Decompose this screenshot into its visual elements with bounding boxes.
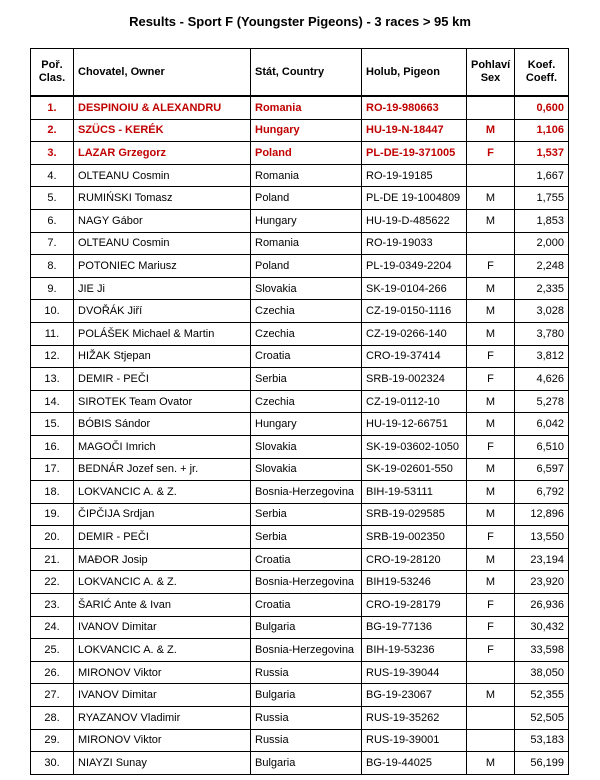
pigeon-cell: BIH19-53246 — [362, 571, 467, 594]
country-cell: Poland — [251, 142, 362, 165]
pigeon-cell: SRB-19-002350 — [362, 526, 467, 549]
pigeon-cell: SRB-19-002324 — [362, 368, 467, 391]
country-cell: Russia — [251, 707, 362, 730]
owner-cell: DEMIR - PEČI — [74, 368, 251, 391]
coef-cell: 13,550 — [515, 526, 569, 549]
rank-cell: 4. — [31, 164, 74, 187]
table-row — [31, 594, 569, 617]
rank-cell: 29. — [31, 729, 74, 752]
rank-cell: 12. — [31, 345, 74, 368]
table-row — [31, 96, 569, 119]
owner-cell: MAGOČI Imrich — [74, 435, 251, 458]
header-sex-line1: Pohlaví — [471, 59, 511, 71]
owner-cell: BÓBIS Sándor — [74, 413, 251, 436]
coef-cell: 1,853 — [515, 209, 569, 232]
rank-cell: 14. — [31, 390, 74, 413]
pigeon-cell: RUS-19-39044 — [362, 661, 467, 684]
coef-cell: 33,598 — [515, 639, 569, 662]
table-header — [31, 49, 569, 97]
rank-cell: 3. — [31, 142, 74, 165]
rank-cell: 28. — [31, 707, 74, 730]
sex-cell: F — [467, 345, 515, 368]
pigeon-cell: BG-19-23067 — [362, 684, 467, 707]
header-sex — [467, 49, 515, 97]
table-row — [31, 684, 569, 707]
sex-cell: M — [467, 413, 515, 436]
owner-cell: LOKVANCIC A. & Z. — [74, 481, 251, 504]
coef-cell: 6,042 — [515, 413, 569, 436]
country-cell: Czechia — [251, 390, 362, 413]
header-country: Stát, Country — [251, 49, 362, 97]
owner-cell: OLTEANU Cosmin — [74, 232, 251, 255]
country-cell: Bulgaria — [251, 684, 362, 707]
coef-cell: 6,510 — [515, 435, 569, 458]
header-coef-line1: Koef. — [527, 59, 556, 71]
country-cell: Romania — [251, 232, 362, 255]
pigeon-cell: CZ-19-0112-10 — [362, 390, 467, 413]
sex-cell: F — [467, 616, 515, 639]
country-cell: Hungary — [251, 119, 362, 142]
owner-cell: LOKVANCIC A. & Z. — [74, 571, 251, 594]
table-row — [31, 661, 569, 684]
coef-cell: 26,936 — [515, 594, 569, 617]
owner-cell: IVANOV Dimitar — [74, 684, 251, 707]
sex-cell: F — [467, 526, 515, 549]
sex-cell: F — [467, 368, 515, 391]
table-row — [31, 413, 569, 436]
country-cell: Serbia — [251, 503, 362, 526]
country-cell: Serbia — [251, 526, 362, 549]
sex-cell: M — [467, 503, 515, 526]
header-coef-line2: Coeff. — [525, 72, 558, 84]
owner-cell: DESPINOIU & ALEXANDRU — [74, 96, 251, 119]
header-pigeon: Holub, Pigeon — [362, 49, 467, 97]
sex-cell: M — [467, 481, 515, 504]
sex-cell — [467, 96, 515, 119]
country-cell: Romania — [251, 96, 362, 119]
pigeon-cell: PL-DE-19-371005 — [362, 142, 467, 165]
table-row — [31, 119, 569, 142]
rank-cell: 17. — [31, 458, 74, 481]
table-row — [31, 616, 569, 639]
table-row — [31, 187, 569, 210]
rank-cell: 10. — [31, 300, 74, 323]
table-row — [31, 458, 569, 481]
coef-cell: 3,812 — [515, 345, 569, 368]
coef-cell: 1,755 — [515, 187, 569, 210]
rank-cell: 2. — [31, 119, 74, 142]
page-title: Results - Sport F (Youngster Pigeons) - 3 races > 95 km — [129, 14, 471, 29]
coef-cell: 52,505 — [515, 707, 569, 730]
table-row — [31, 707, 569, 730]
owner-cell: NIAYZI Sunay — [74, 752, 251, 775]
coef-cell: 3,028 — [515, 300, 569, 323]
coef-cell: 38,050 — [515, 661, 569, 684]
owner-cell: NAGY Gábor — [74, 209, 251, 232]
sex-cell: M — [467, 548, 515, 571]
rank-cell: 5. — [31, 187, 74, 210]
table-row — [31, 390, 569, 413]
pigeon-cell: HU-19-12-66751 — [362, 413, 467, 436]
coef-cell: 3,780 — [515, 322, 569, 345]
coef-cell: 1,667 — [515, 164, 569, 187]
table-row — [31, 142, 569, 165]
rank-cell: 20. — [31, 526, 74, 549]
rank-cell: 25. — [31, 639, 74, 662]
rank-cell: 8. — [31, 255, 74, 278]
coef-cell: 12,896 — [515, 503, 569, 526]
header-coef — [515, 49, 569, 97]
pigeon-cell: SK-19-02601-550 — [362, 458, 467, 481]
country-cell: Romania — [251, 164, 362, 187]
rank-cell: 7. — [31, 232, 74, 255]
results-table — [30, 48, 569, 775]
sex-cell: M — [467, 209, 515, 232]
rank-cell: 9. — [31, 277, 74, 300]
sex-cell: M — [467, 684, 515, 707]
table-body — [31, 96, 569, 774]
table-row — [31, 435, 569, 458]
table-row — [31, 232, 569, 255]
country-cell: Croatia — [251, 345, 362, 368]
sex-cell: M — [467, 458, 515, 481]
pigeon-cell: SRB-19-029585 — [362, 503, 467, 526]
rank-cell: 23. — [31, 594, 74, 617]
sex-cell — [467, 164, 515, 187]
rank-cell: 11. — [31, 322, 74, 345]
country-cell: Poland — [251, 255, 362, 278]
country-cell: Russia — [251, 661, 362, 684]
owner-cell: OLTEANU Cosmin — [74, 164, 251, 187]
owner-cell: JIE Ji — [74, 277, 251, 300]
table-row — [31, 729, 569, 752]
rank-cell: 19. — [31, 503, 74, 526]
pigeon-cell: SK-19-0104-266 — [362, 277, 467, 300]
sex-cell: F — [467, 142, 515, 165]
pigeon-cell: BG-19-44025 — [362, 752, 467, 775]
country-cell: Poland — [251, 187, 362, 210]
rank-cell: 27. — [31, 684, 74, 707]
table-row — [31, 503, 569, 526]
rank-cell: 13. — [31, 368, 74, 391]
header-owner: Chovatel, Owner — [74, 49, 251, 97]
pigeon-cell: RUS-19-39001 — [362, 729, 467, 752]
header-sex-line2: Sex — [480, 72, 501, 84]
country-cell: Slovakia — [251, 458, 362, 481]
rank-cell: 21. — [31, 548, 74, 571]
coef-cell: 1,537 — [515, 142, 569, 165]
pigeon-cell: HU-19-N-18447 — [362, 119, 467, 142]
sex-cell: M — [467, 571, 515, 594]
coef-cell: 4,626 — [515, 368, 569, 391]
country-cell: Russia — [251, 729, 362, 752]
pigeon-cell: CRO-19-28179 — [362, 594, 467, 617]
rank-cell: 16. — [31, 435, 74, 458]
table-row — [31, 300, 569, 323]
table-row — [31, 255, 569, 278]
rank-cell: 15. — [31, 413, 74, 436]
country-cell: Bulgaria — [251, 616, 362, 639]
table-row — [31, 481, 569, 504]
owner-cell: ŠARIĆ Ante & Ivan — [74, 594, 251, 617]
coef-cell: 52,355 — [515, 684, 569, 707]
owner-cell: DVOŘÁK Jiří — [74, 300, 251, 323]
country-cell: Croatia — [251, 548, 362, 571]
owner-cell: IVANOV Dimitar — [74, 616, 251, 639]
sex-cell — [467, 729, 515, 752]
country-cell: Czechia — [251, 322, 362, 345]
coef-cell: 2,335 — [515, 277, 569, 300]
sex-cell — [467, 707, 515, 730]
table-row — [31, 277, 569, 300]
country-cell: Czechia — [251, 300, 362, 323]
table-row — [31, 209, 569, 232]
rank-cell: 26. — [31, 661, 74, 684]
rank-cell: 6. — [31, 209, 74, 232]
owner-cell: POLÁŠEK Michael & Martin — [74, 322, 251, 345]
sex-cell: F — [467, 639, 515, 662]
coef-cell: 2,000 — [515, 232, 569, 255]
table-row — [31, 548, 569, 571]
coef-cell: 2,248 — [515, 255, 569, 278]
country-cell: Hungary — [251, 413, 362, 436]
sex-cell: M — [467, 322, 515, 345]
table-row — [31, 526, 569, 549]
owner-cell: LAZAR Grzegorz — [74, 142, 251, 165]
sex-cell: M — [467, 752, 515, 775]
table-row — [31, 164, 569, 187]
rank-cell: 1. — [31, 96, 74, 119]
owner-cell: SZÜCS - KERÉK — [74, 119, 251, 142]
coef-cell: 53,183 — [515, 729, 569, 752]
rank-cell: 22. — [31, 571, 74, 594]
sex-cell — [467, 232, 515, 255]
owner-cell: MIRONOV Viktor — [74, 729, 251, 752]
coef-cell: 23,194 — [515, 548, 569, 571]
country-cell: Bosnia-Herzegovina — [251, 481, 362, 504]
pigeon-cell: RO-19-19033 — [362, 232, 467, 255]
table-row — [31, 368, 569, 391]
pigeon-cell: BG-19-77136 — [362, 616, 467, 639]
owner-cell: DEMIR - PEČI — [74, 526, 251, 549]
pigeon-cell: PL-19-0349-2204 — [362, 255, 467, 278]
owner-cell: MIRONOV Viktor — [74, 661, 251, 684]
coef-cell: 56,199 — [515, 752, 569, 775]
header-rank — [31, 49, 74, 97]
country-cell: Slovakia — [251, 277, 362, 300]
country-cell: Bosnia-Herzegovina — [251, 639, 362, 662]
owner-cell: POTONIEC Mariusz — [74, 255, 251, 278]
pigeon-cell: BIH-19-53236 — [362, 639, 467, 662]
table-row — [31, 639, 569, 662]
pigeon-cell: CRO-19-37414 — [362, 345, 467, 368]
header-row — [31, 49, 569, 97]
sex-cell — [467, 661, 515, 684]
pigeon-cell: BIH-19-53111 — [362, 481, 467, 504]
sex-cell: M — [467, 119, 515, 142]
rank-cell: 24. — [31, 616, 74, 639]
owner-cell: RYAZANOV Vladimir — [74, 707, 251, 730]
country-cell: Bulgaria — [251, 752, 362, 775]
rank-cell: 30. — [31, 752, 74, 775]
table-row — [31, 571, 569, 594]
owner-cell: LOKVANCIC A. & Z. — [74, 639, 251, 662]
country-cell: Serbia — [251, 368, 362, 391]
sex-cell: M — [467, 277, 515, 300]
coef-cell: 23,920 — [515, 571, 569, 594]
sex-cell: M — [467, 390, 515, 413]
sex-cell: F — [467, 255, 515, 278]
pigeon-cell: HU-19-D-485622 — [362, 209, 467, 232]
table-row — [31, 345, 569, 368]
header-rank-line2: Clas. — [38, 72, 66, 84]
country-cell: Slovakia — [251, 435, 362, 458]
sex-cell: M — [467, 300, 515, 323]
pigeon-cell: SK-19-03602-1050 — [362, 435, 467, 458]
country-cell: Croatia — [251, 594, 362, 617]
pigeon-cell: RO-19-19185 — [362, 164, 467, 187]
owner-cell: RUMIŃSKI Tomasz — [74, 187, 251, 210]
owner-cell: HIŽAK Stjepan — [74, 345, 251, 368]
pigeon-cell: CZ-19-0266-140 — [362, 322, 467, 345]
owner-cell: BEDNÁR Jozef sen. + jr. — [74, 458, 251, 481]
sex-cell: M — [467, 187, 515, 210]
coef-cell: 30,432 — [515, 616, 569, 639]
table-row — [31, 752, 569, 775]
rank-cell: 18. — [31, 481, 74, 504]
country-cell: Bosnia-Herzegovina — [251, 571, 362, 594]
country-cell: Hungary — [251, 209, 362, 232]
header-rank-line1: Poř. — [41, 59, 63, 71]
pigeon-cell: RUS-19-35262 — [362, 707, 467, 730]
sex-cell: F — [467, 435, 515, 458]
coef-cell: 0,600 — [515, 96, 569, 119]
owner-cell: MAĐOR Josip — [74, 548, 251, 571]
pigeon-cell: CZ-19-0150-1116 — [362, 300, 467, 323]
coef-cell: 6,792 — [515, 481, 569, 504]
pigeon-cell: PL-DE 19-1004809 — [362, 187, 467, 210]
coef-cell: 5,278 — [515, 390, 569, 413]
table-row — [31, 322, 569, 345]
sex-cell: F — [467, 594, 515, 617]
owner-cell: ČIPČIJA Srdjan — [74, 503, 251, 526]
coef-cell: 1,106 — [515, 119, 569, 142]
pigeon-cell: RO-19-980663 — [362, 96, 467, 119]
coef-cell: 6,597 — [515, 458, 569, 481]
pigeon-cell: CRO-19-28120 — [362, 548, 467, 571]
owner-cell: SIROTEK Team Ovator — [74, 390, 251, 413]
